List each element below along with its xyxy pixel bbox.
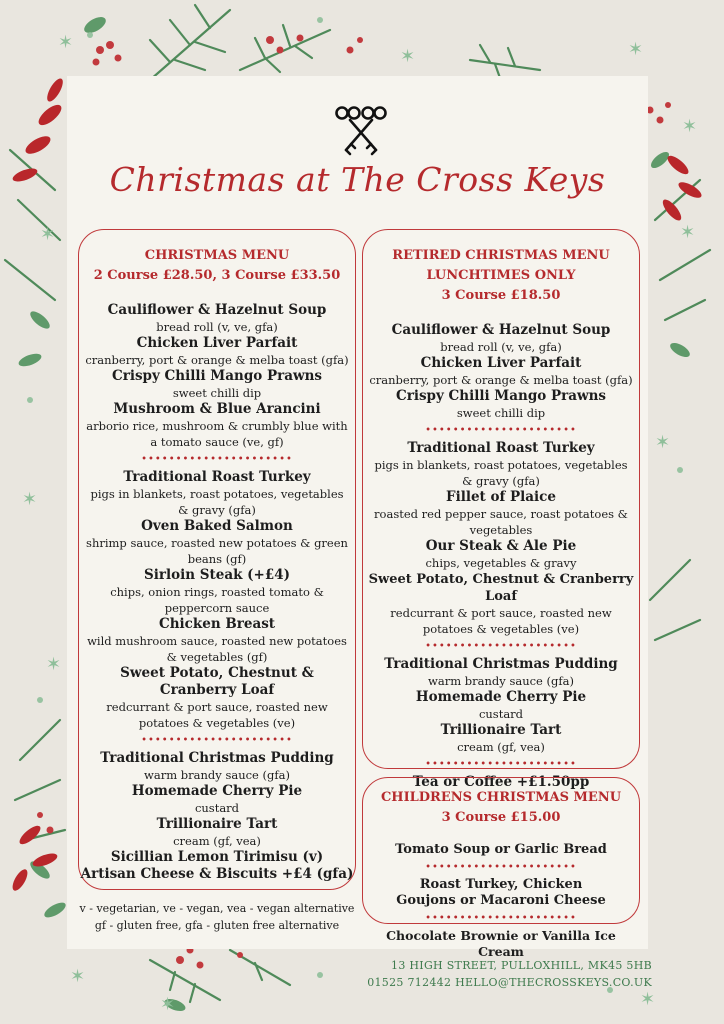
menu-item-description: bread roll (v, ve, gfa): [440, 340, 562, 354]
childrens-dessert: Chocolate Brownie or Vanilla Ice Cream: [386, 928, 616, 959]
menu-item-name: Fillet of Plaice: [446, 489, 556, 505]
menu-item-name: Sirloin Steak (+£4): [143, 567, 290, 583]
retired-menu-price: 3 Course £18.50: [441, 288, 561, 303]
menu-item-description: wild mushroom sauce, roasted new potatoes & vegetables (gf): [87, 634, 347, 664]
menu-item-description: pigs in blankets, roast potatoes, vegetables & gravy (gfa): [90, 487, 344, 517]
menu-item-description: cream (gf, vea): [173, 834, 261, 848]
menu-item-description: sweet chilli dip: [456, 406, 546, 420]
crossed-keys-icon: [332, 106, 390, 156]
tea-coffee-extra: Tea or Coffee +£1.50pp: [412, 774, 590, 790]
menu-item-name: Crispy Chilli Mango Prawns: [395, 388, 607, 404]
menu-item-description: warm brandy sauce (gfa): [428, 674, 574, 688]
menu-item-description: bread roll (v, ve, gfa): [156, 320, 278, 334]
menu-item-name: Homemade Cherry Pie: [131, 783, 303, 799]
svg-text:✶: ✶: [640, 989, 656, 1010]
svg-text:✶: ✶: [46, 654, 62, 675]
menu-item-name: Our Steak & Ale Pie: [425, 538, 577, 554]
course-divider: ••••••••••••••••••••••: [425, 425, 577, 436]
menu-item-description: warm brandy sauce (gfa): [144, 768, 290, 782]
course-divider: ••••••••••••••••••••••: [425, 862, 577, 873]
menu-item-name: Homemade Cherry Pie: [415, 689, 587, 705]
course-divider: ••••••••••••••••••••••: [141, 735, 293, 746]
childrens-menu-heading: CHILDRENS CHRISTMAS MENU: [380, 790, 622, 805]
menu-item-name: Crispy Chilli Mango Prawns: [111, 368, 323, 384]
menu-item-description: redcurrant & port sauce, roasted new potatoes & vegetables (ve): [390, 606, 612, 636]
menu-item-name: Sweet Potato, Chestnut & Cranberry Loaf: [368, 572, 634, 604]
menu-item-name: Sweet Potato, Chestnut & Cranberry Loaf: [120, 665, 314, 698]
childrens-menu-price: 3 Course £15.00: [441, 810, 561, 825]
menu-item-name: Traditional Roast Turkey: [407, 440, 595, 456]
menu-item-name: Trillionaire Tart: [156, 816, 278, 832]
childrens-starter: Tomato Soup or Garlic Bread: [395, 842, 607, 857]
childrens-main: Roast Turkey, Chicken Goujons or Macaroni Cheese: [396, 877, 606, 908]
menu-item-description: custard: [194, 801, 240, 815]
menu-item-name: Chicken Liver Parfait: [420, 355, 582, 371]
menu-item-description: custard: [478, 707, 524, 721]
course-divider: ••••••••••••••••••••••: [425, 641, 577, 652]
menu-item-name: Artisan Cheese & Biscuits +£4 (gfa): [80, 866, 354, 882]
menu-item-description: roasted red pepper sauce, roast potatoes & vegetables: [374, 507, 628, 537]
svg-text:✶: ✶: [58, 32, 74, 53]
menu-item-name: Trillionaire Tart: [440, 722, 562, 738]
menu-item-name: Chicken Breast: [158, 616, 276, 632]
menu-item-name: Traditional Christmas Pudding: [384, 656, 618, 672]
svg-text:✶: ✶: [655, 432, 671, 453]
menu-item-description: redcurrant & port sauce, roasted new potatoes & vegetables (ve): [106, 700, 328, 730]
contact-footer: [367, 957, 652, 991]
christmas-menu-price: 2 Course £28.50, 3 Course £33.50: [93, 268, 341, 283]
svg-text:✶: ✶: [680, 222, 696, 243]
dietary-legend: [78, 900, 356, 934]
menu-item-name: Traditional Christmas Pudding: [100, 750, 334, 766]
menu-item-name: Cauliflower & Hazelnut Soup: [391, 322, 611, 338]
page-title: Christmas at The Cross Keys: [109, 160, 606, 199]
menu-item-description: pigs in blankets, roast potatoes, vegetables & gravy (gfa): [374, 458, 628, 488]
legend-line: v - vegetarian, ve - vegan, vea - vegan alternative: [79, 902, 355, 915]
svg-text:✶: ✶: [22, 489, 38, 510]
menu-item-description: arborio rice, mushroom & crumbly blue with a tomato sauce (ve, gf): [86, 419, 348, 449]
course-divider: ••••••••••••••••••••••: [425, 759, 577, 770]
menu-item-name: Cauliflower & Hazelnut Soup: [107, 302, 327, 318]
svg-text:✶: ✶: [628, 39, 644, 60]
svg-text:✶: ✶: [160, 994, 176, 1015]
svg-text:✶: ✶: [70, 966, 86, 987]
svg-text:✶: ✶: [40, 224, 56, 245]
menu-item-name: Traditional Roast Turkey: [123, 469, 311, 485]
menu-item-name: Chicken Liver Parfait: [136, 335, 298, 351]
retired-menu-heading: RETIRED CHRISTMAS MENU: [392, 248, 610, 263]
menu-item-name: Mushroom & Blue Arancini: [113, 401, 321, 417]
course-divider: ••••••••••••••••••••••: [425, 913, 577, 924]
menu-item-name: Sicillian Lemon Tirimisu (v): [110, 849, 324, 865]
address-text: 13 HIGH STREET, PULLOXHILL, MK45 5HB: [391, 959, 652, 972]
menu-item-name: Oven Baked Salmon: [141, 518, 293, 534]
menu-item-description: shrimp sauce, roasted new potatoes & green beans (gf): [86, 536, 348, 566]
menu-item-description: sweet chilli dip: [172, 386, 262, 400]
legend-line: gf - gluten free, gfa - gluten free alternative: [94, 919, 340, 932]
menu-item-description: cranberry, port & orange & melba toast (gfa): [369, 373, 633, 387]
retired-menu-panel: [362, 229, 640, 790]
menu-item-description: cranberry, port & orange & melba toast (gfa): [85, 353, 349, 367]
christmas-menu-panel: [78, 229, 356, 890]
childrens-menu-panel: [362, 777, 640, 959]
course-divider: ••••••••••••••••••••••: [141, 454, 293, 465]
svg-text:✶: ✶: [682, 116, 698, 137]
contact-text: 01525 712442 HELLO@THECROSSKEYS.CO.UK: [367, 976, 652, 989]
menu-item-description: chips, onion rings, roasted tomato & peppercorn sauce: [110, 585, 324, 615]
christmas-menu-heading: CHRISTMAS MENU: [144, 248, 290, 263]
svg-text:✶: ✶: [400, 46, 416, 67]
menu-item-description: chips, vegetables & gravy: [425, 556, 577, 570]
menu-item-description: cream (gf, vea): [457, 740, 545, 754]
retired-menu-subheading: LUNCHTIMES ONLY: [426, 268, 576, 283]
